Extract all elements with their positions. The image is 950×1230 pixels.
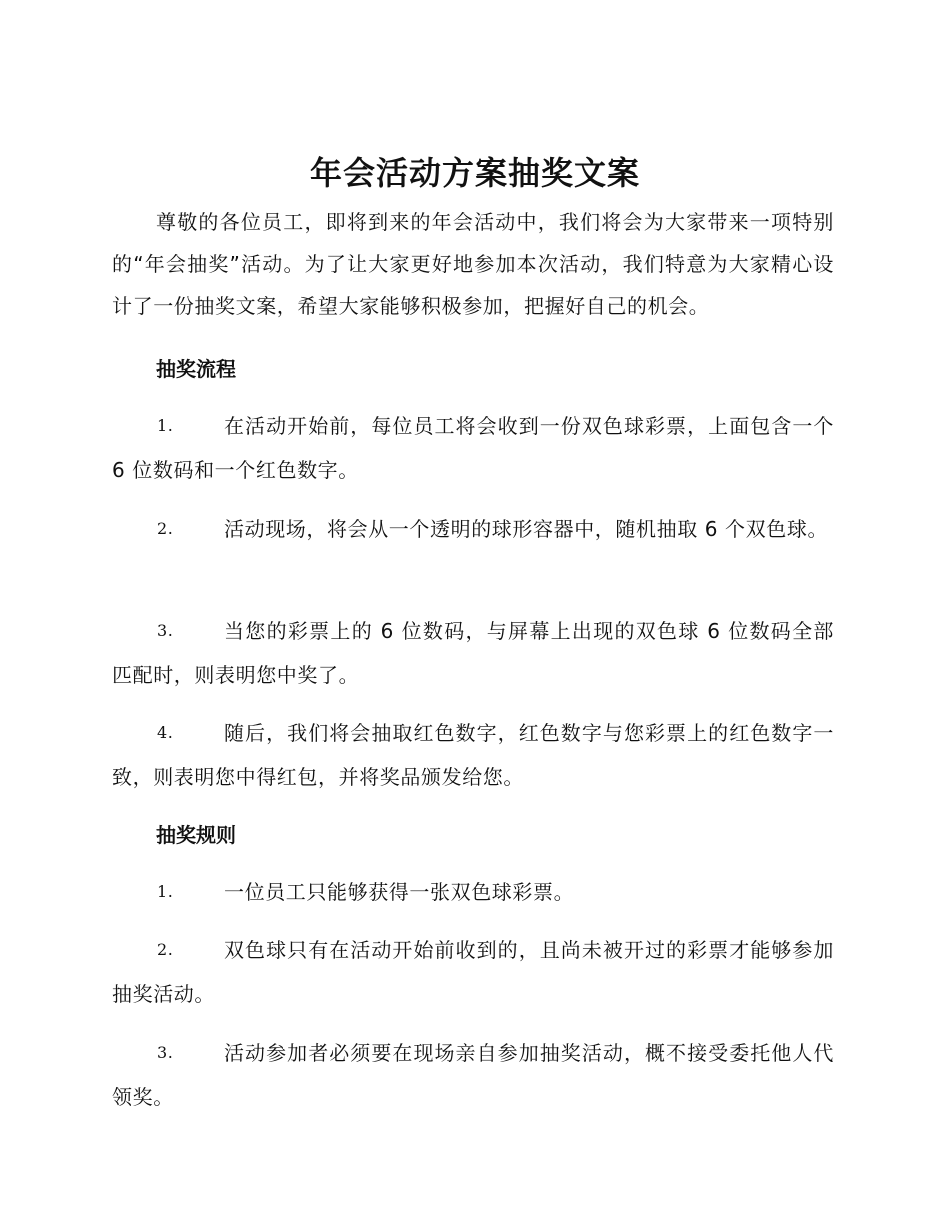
list-item-number: 1.	[157, 416, 174, 435]
list-item-text: 随后，我们将会抽取红色数字，红色数字与您彩票上的红色数字一致，则表明您中得红包，并将奖品颁发给您。	[112, 721, 834, 789]
list-item-number: 2.	[157, 940, 174, 959]
list-item	[112, 870, 834, 914]
list-item-number: 3.	[157, 1043, 174, 1062]
list-item-number: 3.	[157, 621, 174, 640]
list-item-text: 活动参加者必须要在现场亲自参加抽奖活动，概不接受委托他人代领奖。	[112, 1041, 834, 1109]
list-item-text: 活动现场，将会从一个透明的球形容器中，随机抽取 6 个双色球。	[224, 517, 829, 541]
list-item	[112, 1031, 834, 1119]
document-title: 年会活动方案抽奖文案	[309, 154, 640, 192]
list-item-text: 一位员工只能够获得一张双色球彩票。	[224, 880, 575, 904]
section-heading-process: 抽奖流程	[156, 357, 236, 381]
list-item-number: 4.	[157, 723, 174, 742]
list-item-number: 2.	[157, 519, 174, 538]
list-item-number: 1.	[157, 882, 174, 901]
intro-paragraph: 尊敬的各位员工，即将到来的年会活动中，我们将会为大家带来一项特别的“年会抽奖”活动。为了让大家更好地参加本次活动，我们特意为大家精心设计了一份抽奖文案，希望大家能够积极参加，把握好自己的机会。	[112, 210, 834, 318]
list-item	[112, 507, 834, 551]
list-item	[112, 404, 834, 492]
list-item	[112, 711, 834, 799]
list-item-text: 双色球只有在活动开始前收到的，且尚未被开过的彩票才能够参加抽奖活动。	[112, 938, 834, 1006]
list-item	[112, 609, 834, 697]
list-item-text: 在活动开始前，每位员工将会收到一份双色球彩票，上面包含一个 6 位数码和一个红色数字。	[112, 414, 834, 482]
section-heading-rules: 抽奖规则	[156, 823, 236, 847]
list-item-text: 当您的彩票上的 6 位数码，与屏幕上出现的双色球 6 位数码全部匹配时，则表明您中奖了。	[112, 619, 834, 687]
list-item	[112, 928, 834, 1016]
